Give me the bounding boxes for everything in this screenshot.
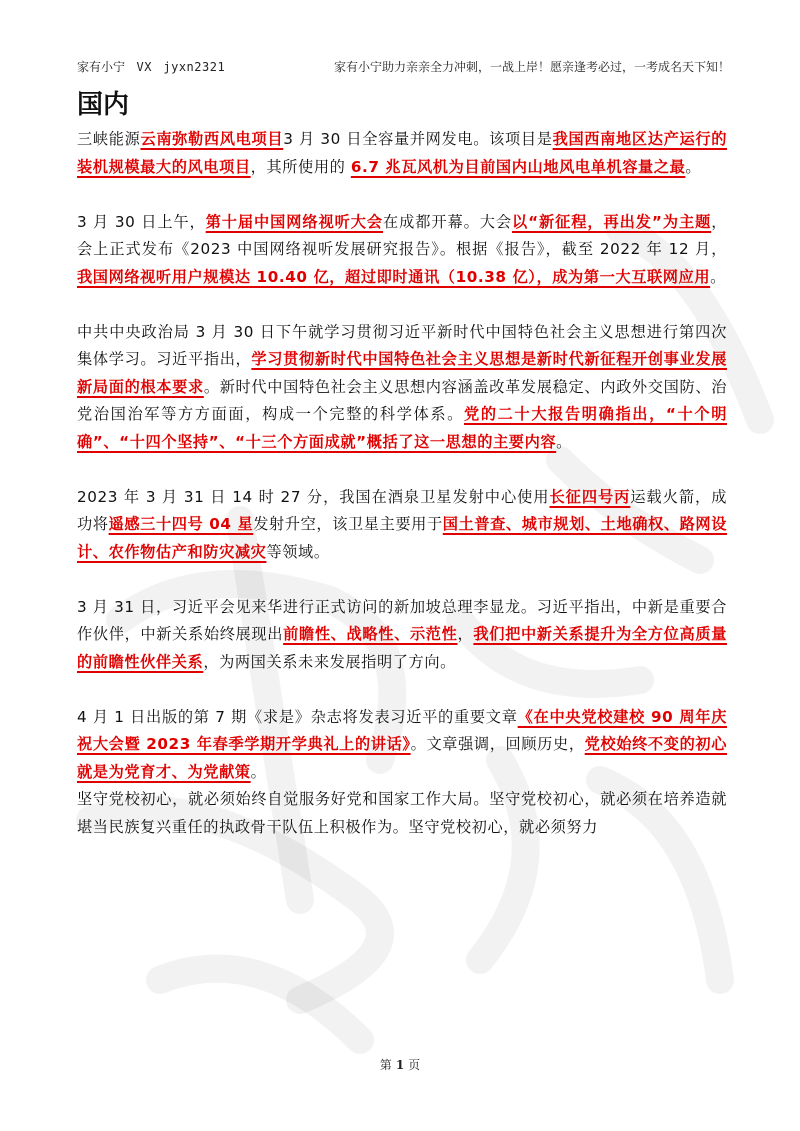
page-footer: [0, 1056, 800, 1073]
highlighted-text: 我国西南地区达产运行的装机规模最大的风电项目: [77, 130, 727, 176]
news-paragraph: [77, 786, 727, 841]
body-text: 4 月 1 日出版的第 7 期《求是》杂志将发表习近平的重要文章: [77, 707, 518, 726]
body-text: 三峡能源: [77, 130, 141, 148]
body-text: 2023 年 3 月 31 日 14 时 27 分，我国在酒泉卫星发射中心使用: [77, 487, 550, 506]
highlighted-text: 前瞻性、战略性、示范性: [283, 625, 458, 643]
highlighted-text: 我国网络视听用户规模达 10.40 亿，超过即时通讯（10.38 亿），成为第一大互联网应用: [77, 267, 711, 286]
body-text: 。: [710, 267, 726, 286]
header-vx: VX: [136, 60, 152, 74]
page-header: [77, 58, 730, 75]
footer-suffix: 页: [408, 1058, 421, 1072]
highlighted-text: 以“新征程，再出发”为主题: [512, 212, 712, 231]
news-content: [77, 126, 727, 841]
body-text: ，其所使用的: [250, 157, 351, 176]
body-text: ，为两国关系未来发展指明了方向。: [203, 652, 456, 671]
news-paragraph: [77, 594, 727, 677]
news-paragraph: [77, 319, 727, 457]
body-text: ，: [457, 625, 474, 643]
header-slogan: 家有小宁助力亲亲全力冲刺，一战上岸！愿亲逢考必过，一考成名天下知！: [333, 60, 730, 74]
highlighted-text: 长征四号丙: [549, 487, 631, 506]
body-text: 。: [250, 762, 267, 781]
header-left: [77, 58, 225, 75]
highlighted-text: 党的二十大报告明确指出，“十个明确”、“十四个坚持”、“十三个方面成就”概括了这一思想的主要内容: [77, 405, 727, 451]
highlighted-text: 学习贯彻新时代中国特色社会主义思想是新时代新征程开创事业发展新局面的根本要求: [77, 350, 727, 396]
body-text: 3 月 30 日上午，: [77, 212, 206, 231]
highlighted-text: 6.7 兆瓦风机为目前国内山地风电单机容量之最: [350, 157, 686, 176]
highlighted-text: 云南弥勒西风电项目: [140, 130, 284, 148]
body-text: 。: [685, 157, 702, 176]
news-paragraph: [77, 209, 727, 292]
body-text: 中共中央政治局 3 月 30 日下午就学习贯彻习近平新时代中国特色社会主义思想进行第四次集体学习。习近平指出，: [77, 322, 727, 368]
highlighted-text: 党校始终不变的初心就是为党育才、为党献策: [77, 735, 727, 781]
highlighted-text: 第十届中国网络视听大会: [205, 212, 384, 231]
body-text: 。: [556, 432, 572, 451]
highlighted-text: 遥感三十四号 04 星: [108, 515, 254, 533]
body-text: 在成都开幕。大会: [383, 212, 513, 231]
body-text: ，会上正式发布《2023 中国网络视听发展研究报告》。根据《报告》，截至 2022 年 12 月，: [77, 212, 727, 258]
body-text: 3 月 31 日，习近平会见来华进行正式访问的新加坡总理李显龙。习近平指出，中新是重要合作伙伴，中新关系始终展现出: [77, 597, 727, 643]
footer-prefix: 第: [379, 1058, 392, 1072]
body-text: 发射升空，该卫星主要用于: [253, 515, 443, 533]
news-paragraph: [77, 126, 727, 181]
highlighted-text: 《在中央党校建校 90 周年庆祝大会暨 2023 年春季学期开学典礼上的讲话》: [77, 707, 727, 753]
body-text: 坚守党校初心，就必须始终自觉服务好党和国家工作大局。坚守党校初心，就必须在培养造就堪当民族复兴重任的执政骨干队伍上积极作为。坚守党校初心，就必须努力: [77, 790, 727, 836]
news-paragraph: [77, 704, 727, 787]
section-title: 国内: [77, 90, 130, 120]
header-name: 家有小宁: [77, 60, 126, 74]
body-text: 等领域。: [266, 542, 330, 561]
body-text: 运载火箭，成功将: [77, 487, 728, 533]
body-text: 。新时代中国特色社会主义思想内容涵盖改革发展稳定、内政外交国防、治党治国治军等方方面面，构成一个完整的科学体系。: [77, 377, 727, 423]
body-text: 3 月 30 日全容量并网发电。该项目是: [283, 130, 553, 148]
highlighted-text: 我们把中新关系提升为全方位高质量的前瞻性伙伴关系: [77, 625, 727, 671]
highlighted-text: 国土普查、城市规划、土地确权、路网设计、农作物估产和防灾减灾: [77, 515, 728, 561]
header-id: jyxn2321: [163, 60, 226, 74]
page-number: 1: [395, 1058, 405, 1072]
body-text: 。文章强调，回顾历史，: [410, 735, 585, 753]
news-paragraph: [77, 484, 727, 567]
